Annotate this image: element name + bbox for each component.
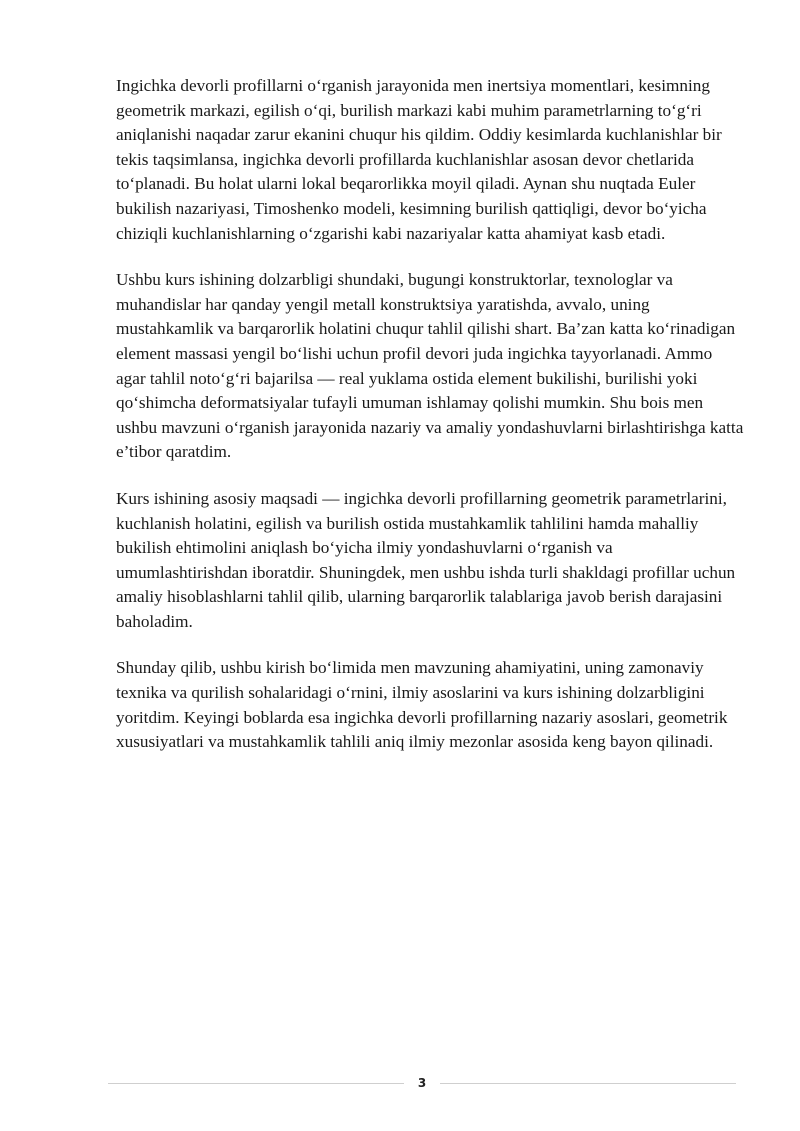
page-footer	[108, 1073, 736, 1093]
page-number: 3	[417, 1076, 427, 1090]
paragraph-3: Kurs ishining asosiy maqsadi — ingichka devorli profillarning geometrik parametrlarini, kuchlanish holatini, egilish va burilish ostida mustahkamlik tahlilini hamda mahalliy bukilish ehtimolini aniqlash bo‘yicha ilmiy yondashuvlarni o‘rganish va umumlashtirishdan iboratdir. Shuningdek, men ushbu ishda turli shakldagi profillar uchun amaliy hisoblashlarni tahlil qilib, ularning barqarorlik talablariga javob berish darajasini baholadim.	[116, 488, 736, 631]
paragraph-4: Shunday qilib, ushbu kirish bo‘limida men mavzuning ahamiyatini, uning zamonaviy texnika va qurilish sohalaridagi o‘rnini, ilmiy asoslarini va kurs ishining dolzarbligini yoritdim. Keyingi boblarda esa ingichka devorli profillarning nazariy asoslari, geometrik xususiyatlari va mustahkamlik tahlili aniq ilmiy mezonlar asosida keng bayon qilinadi.	[116, 658, 728, 752]
footer-rule-left	[108, 1083, 404, 1084]
paragraph-2: Ushbu kurs ishining dolzarbligi shundaki, bugungi konstruktorlar, texnologlar va muhandislar har qanday yengil metall konstruktsiya yaratishda, avvalo, uning mustahkamlik va barqarorlik holatini chuqur tahlil qilishi shart. Ba’zan katta ko‘rinadigan element massasi yengil bo‘lishi uchun profil devori juda ingichka tayyorlanadi. Ammo agar tahlil noto‘g‘ri bajarilsa — real yuklama ostida element bukilishi, burilishi yoki qo‘shimcha deformatsiyalar tufayli umuman ishlamay qolishi mumkin. Shu bois men ushbu mavzuni o‘rganish jarayonida nazariy va amaliy yondashuvlarni birlashtirishga katta e’tibor qaratdim.	[116, 270, 744, 462]
page-body	[116, 74, 746, 777]
paragraph-1: Ingichka devorli profillarni o‘rganish jarayonida men inertsiya momentlari, kesimning geometrik markazi, egilish o‘qi, burilish markazi kabi muhim parametrlarning to‘g‘ri aniqlanishi naqadar zarur ekanini chuqur his qildim. Oddiy kesimlarda kuchlanishlar bir tekis taqsimlansa, ingichka devorli profillarda kuchlanishlar asosan devor chetlarida to‘planadi. Bu holat ularni lokal beqarorlikka moyil qiladi. Aynan shu nuqtada Euler bukilish nazariyasi, Timoshenko modeli, kesimning burilish qattiqligi, devor bo‘yicha chiziqli kuchlanishlarning o‘zgarishi kabi nazariyalar katta ahamiyat kasb etadi.	[116, 76, 722, 243]
footer-rule-right	[440, 1083, 736, 1084]
